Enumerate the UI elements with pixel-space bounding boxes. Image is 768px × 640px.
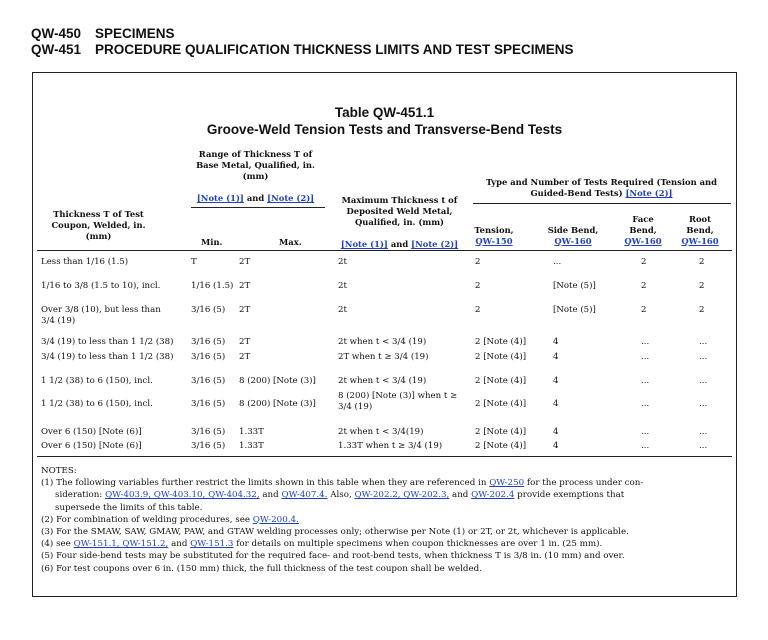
cell-face: 2: [641, 305, 647, 315]
cell-root: ...: [699, 376, 708, 386]
ref-link[interactable]: QW-160: [681, 236, 719, 246]
ref-link[interactable]: QW-403.9, QW-403.10, QW-404.32,: [105, 490, 260, 501]
cell-max: 2T: [239, 281, 251, 291]
col-header-thickness: Thickness T of Test Coupon, Welded, in. (mm): [51, 209, 146, 241]
note-2: [41, 514, 731, 526]
cell-tension: 2: [475, 305, 481, 315]
ref-link[interactable]: QW-151.3: [190, 539, 234, 550]
note-1: [41, 477, 731, 489]
col-header-type: [469, 177, 734, 199]
notes-section: [41, 465, 731, 575]
note-text: (4) see: [41, 539, 71, 550]
note-text: for the process under con-: [526, 478, 644, 489]
section-title: PROCEDURE QUALIFICATION THICKNESS LIMITS AND TEST SPECIMENS: [95, 42, 574, 57]
cell-min: 3/16 (5): [191, 376, 226, 386]
ref-link[interactable]: QW-250: [489, 478, 525, 489]
ref-link[interactable]: QW-151.1, QW-151.2,: [73, 539, 169, 550]
cell-face: 2: [641, 257, 647, 267]
cell-max: 8 (200) [Note (3)]: [239, 376, 316, 386]
ref-link[interactable]: QW-202.2, QW-202.3,: [354, 490, 450, 501]
header-rule: [473, 203, 731, 204]
header-rule: [191, 207, 325, 208]
cell-side: 4: [553, 376, 559, 386]
section-headings: [31, 26, 574, 58]
col-header-max-deposit-notes: [333, 239, 466, 250]
cell-max: 8 (200) [Note (3)]: [239, 399, 316, 409]
cell-coupon: Over 6 (150) [Note (6)]: [41, 427, 142, 437]
cell-face: ...: [641, 441, 650, 451]
col-header-max-deposit: Maximum Thickness t of Deposited Weld Metal, Qualified, in. (mm): [341, 195, 458, 227]
cell-dep: 2t when t < 3/4(19): [338, 427, 424, 437]
cell-tension: 2 [Note (4)]: [475, 399, 527, 409]
cell-root: 2: [699, 305, 705, 315]
cell-face: ...: [641, 337, 650, 347]
cell-max: 2T: [239, 305, 251, 315]
section-number: QW-450: [31, 26, 81, 41]
ref-link[interactable]: QW-160: [554, 236, 592, 246]
heading-qw451: [31, 42, 574, 58]
conjunction: and: [390, 239, 409, 249]
cell-coupon: 1 1/2 (38) to 6 (150), incl.: [41, 376, 153, 386]
cell-face: 2: [641, 281, 647, 291]
cell-tension: 2 [Note (4)]: [475, 441, 527, 451]
cell-dep: 2t when t < 3/4 (19): [338, 337, 427, 347]
note-text: and: [171, 539, 188, 550]
cell-min: T: [191, 257, 197, 267]
cell-min: 3/16 (5): [191, 399, 226, 409]
note-text: Also,: [330, 490, 352, 501]
col-header-max: Max.: [279, 237, 302, 247]
cell-face: ...: [641, 427, 650, 437]
root-label: Root Bend,: [686, 214, 714, 235]
note-link[interactable]: [Note (1)]: [196, 193, 244, 203]
cell-min: 3/16 (5): [191, 305, 226, 315]
cell-root: ...: [699, 427, 708, 437]
note-1-cont2: supersede the limits of this table.: [55, 502, 203, 513]
cell-max: 1.33T: [239, 427, 264, 437]
cell-max: 2T: [239, 337, 251, 347]
cell-min: 3/16 (5): [191, 352, 226, 362]
cell-tension: 2: [475, 281, 481, 291]
cell-side: ...: [553, 257, 562, 267]
note-link[interactable]: [Note (1)]: [340, 239, 388, 249]
side-label: Side Bend,: [547, 225, 599, 235]
cell-max: 2T: [239, 257, 251, 267]
note-text: sideration:: [55, 490, 103, 501]
cell-min: 3/16 (5): [191, 441, 226, 451]
tension-label: Tension,: [474, 225, 514, 235]
cell-side: 4: [553, 441, 559, 451]
cell-dep: 1.33T when t ≥ 3/4 (19): [338, 441, 443, 451]
ref-link[interactable]: QW-150: [475, 236, 513, 246]
col-header-min: Min.: [201, 237, 223, 247]
notes-title: NOTES:: [41, 466, 77, 476]
cell-root: ...: [699, 399, 708, 409]
header-bottom-rule: [37, 250, 732, 251]
cell-tension: 2 [Note (4)]: [475, 352, 527, 362]
cell-tension: 2 [Note (4)]: [475, 376, 527, 386]
cell-dep: 2t: [338, 257, 347, 267]
cell-root: ...: [699, 441, 708, 451]
type-text: Type and Number of Tests Required (Tension and Guided-Bend Tests): [485, 177, 718, 198]
cell-coupon: 3/4 (19) to less than 1 1/2 (38): [41, 352, 174, 362]
note-5: (5) Four side-bend tests may be substituted for the required face- and root-bend tests, when thickness T is 3/8 in. (10 mm) and over.: [41, 551, 625, 562]
cell-coupon: Less than 1/16 (1.5): [41, 257, 129, 267]
ref-link[interactable]: QW-200.4.: [252, 514, 299, 525]
cell-max: 2T: [239, 352, 251, 362]
cell-tension: 2: [475, 257, 481, 267]
table-bottom-rule: [37, 456, 732, 457]
cell-coupon: 1/16 to 3/8 (1.5 to 10), incl.: [41, 281, 161, 291]
note-text: (1) The following variables further restrict the limits shown in this table when they are referenced in: [41, 478, 487, 489]
col-header-tension: [469, 225, 519, 247]
ref-link[interactable]: QW-407.4.: [281, 490, 328, 501]
cell-coupon: 3/4 (19) to less than 1 1/2 (38): [41, 337, 174, 347]
cell-dep: 8 (200) [Note (3)] when t ≥ 3/4 (19): [338, 391, 458, 412]
note-1-cont: [41, 489, 731, 501]
cell-max: 1.33T: [239, 441, 264, 451]
section-number: QW-451: [31, 42, 81, 57]
cell-dep: 2t: [338, 281, 347, 291]
table-subtitle: Groove-Weld Tension Tests and Transverse-Bend Tests: [206, 122, 563, 137]
col-header-root-bend: [679, 214, 721, 247]
col-header-range-notes: [188, 193, 323, 204]
cell-face: ...: [641, 399, 650, 409]
cell-dep: 2t when t < 3/4 (19): [338, 376, 427, 386]
cell-tension: 2 [Note (4)]: [475, 427, 527, 437]
face-label: Face Bend,: [629, 214, 657, 235]
note-text: and: [452, 490, 469, 501]
ref-link[interactable]: QW-160: [624, 236, 662, 246]
cell-side: [Note (5)]: [553, 281, 596, 291]
note-6: (6) For test coupons over 6 in. (150 mm) thick, the full thickness of the test coupon shall be welded.: [41, 563, 482, 574]
cell-root: ...: [699, 337, 708, 347]
ref-link[interactable]: QW-202.4: [471, 490, 515, 501]
cell-root: 2: [699, 257, 705, 267]
conjunction: and: [246, 193, 265, 203]
cell-side: [Note (5)]: [553, 305, 596, 315]
note-link[interactable]: [Note (2)]: [625, 188, 673, 198]
cell-side: 4: [553, 399, 559, 409]
cell-tension: 2 [Note (4)]: [475, 337, 527, 347]
note-text: provide exemptions that: [517, 490, 625, 501]
note-text: (2) For combination of welding procedures, see: [41, 514, 251, 525]
col-header-range: Range of Thickness T of Base Metal, Qualified, in. (mm): [196, 149, 315, 181]
cell-coupon: 1 1/2 (38) to 6 (150), incl.: [41, 399, 153, 409]
cell-coupon: Over 3/8 (10), but less than 3/4 (19): [41, 305, 161, 326]
cell-dep: 2T when t ≥ 3/4 (19): [338, 352, 429, 362]
heading-qw450: [31, 26, 574, 42]
note-link[interactable]: [Note (2)]: [411, 239, 459, 249]
cell-side: 4: [553, 337, 559, 347]
cell-min: 3/16 (5): [191, 337, 226, 347]
cell-coupon: Over 6 (150) [Note (6)]: [41, 441, 142, 451]
col-header-side-bend: [545, 225, 601, 247]
cell-side: 4: [553, 352, 559, 362]
note-4: [41, 538, 731, 550]
cell-dep: 2t: [338, 305, 347, 315]
note-text: for details on multiple specimens when coupon thicknesses are over 1 in. (25 mm).: [236, 539, 603, 550]
cell-root: 2: [699, 281, 705, 291]
section-title: SPECIMENS: [95, 26, 175, 41]
cell-root: ...: [699, 352, 708, 362]
col-header-face-bend: [622, 214, 664, 247]
cell-min: 3/16 (5): [191, 427, 226, 437]
note-3: (3) For the SMAW, SAW, GMAW, PAW, and GTAW welding processes only; otherwise per Note (1) or 2T, or 2t, whichever is applicable.: [41, 527, 629, 538]
cell-face: ...: [641, 376, 650, 386]
cell-min: 1/16 (1.5): [191, 281, 234, 291]
cell-face: ...: [641, 352, 650, 362]
table-title: Table QW-451.1: [334, 105, 435, 120]
note-link[interactable]: [Note (2)]: [267, 193, 315, 203]
note-text: and: [262, 490, 279, 501]
cell-side: 4: [553, 427, 559, 437]
